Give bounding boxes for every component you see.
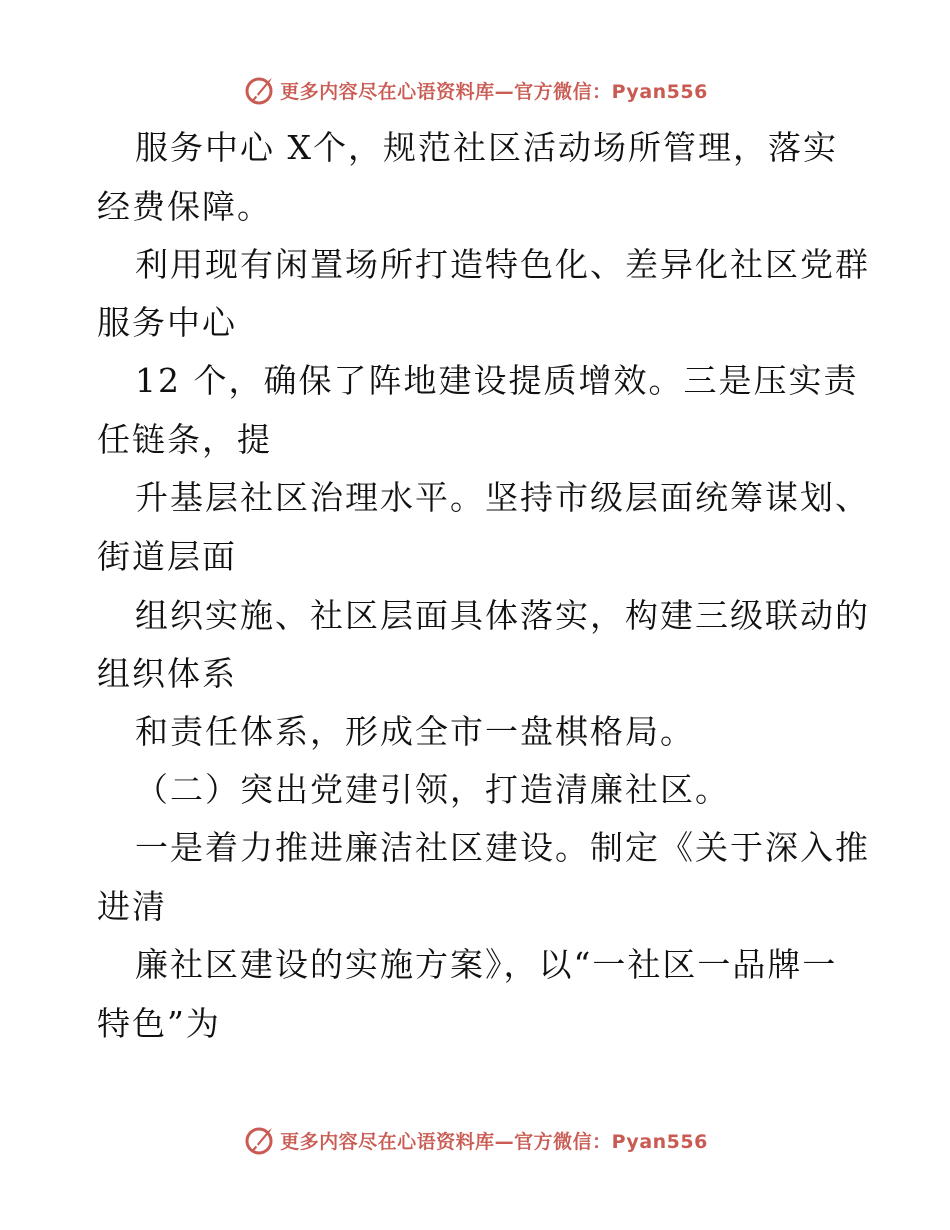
section-heading: （二）突出党建引领，打造清廉社区。 xyxy=(135,770,730,809)
paragraph-line: 利用现有闲置场所打造特色化、差异化社区党群 xyxy=(135,245,870,284)
paragraph-line: 服务中心 xyxy=(97,303,237,342)
paragraph-line: 一是着力推进廉洁社区建设。制定《关于深入推 xyxy=(135,828,870,867)
header-watermark xyxy=(0,70,950,110)
paragraph-line: 12 个，确保了阵地建设提质增效。三是压实责 xyxy=(135,361,859,400)
watermark-text: 更多内容尽在心语资料库—官方微信：Pyan556 xyxy=(280,80,708,103)
paragraph-line: 升基层社区治理水平。坚持市级层面统筹谋划、 xyxy=(135,478,870,517)
paragraph-line: 任链条，提 xyxy=(97,420,272,459)
paragraph-line: 经费保障。 xyxy=(97,187,272,226)
paragraph-line: 组织实施、社区层面具体落实，构建三级联动的 xyxy=(135,596,870,635)
watermark-text: 更多内容尽在心语资料库—官方微信：Pyan556 xyxy=(280,1130,708,1153)
paragraph-line: 街道层面 xyxy=(97,537,237,576)
paragraph-line: 廉社区建设的实施方案》，以“一社区一品牌一 xyxy=(135,945,838,984)
quill-pen-logo-icon xyxy=(242,1123,276,1157)
paragraph-line: 特色”为 xyxy=(97,1004,221,1043)
paragraph-line: 组织体系 xyxy=(97,654,237,693)
paragraph-line: 服务中心 X个，规范社区活动场所管理，落实 xyxy=(135,128,838,167)
quill-pen-logo-icon xyxy=(242,73,276,107)
paragraph-line: 和责任体系，形成全市一盘棋格局。 xyxy=(135,712,695,751)
paragraph-line: 进清 xyxy=(97,887,167,926)
footer-watermark xyxy=(0,1120,950,1160)
